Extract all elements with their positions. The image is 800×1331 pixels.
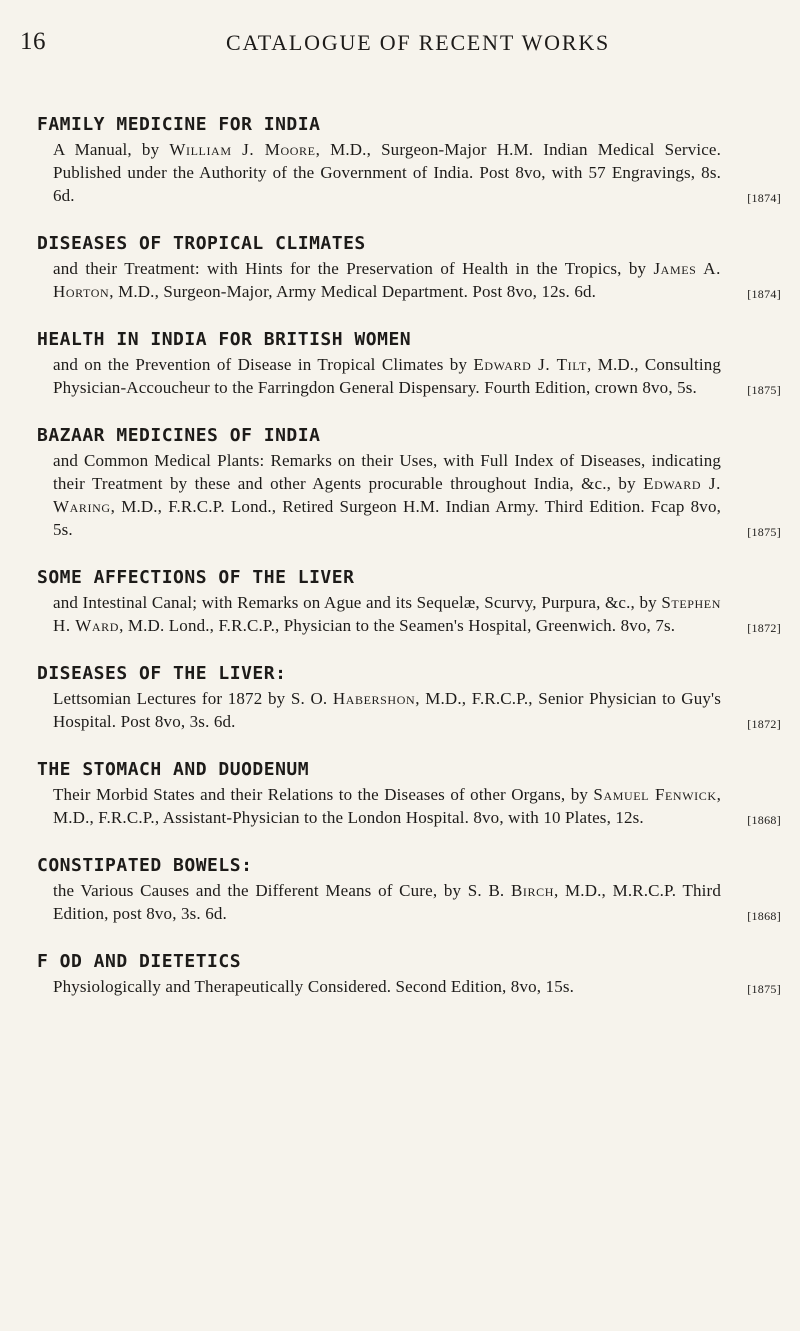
entry-description-text: and Common Medical Plants: Remarks on their Uses, with Full Index of Diseases, indicating their Treatment by these and other Agents procurable throughout India, &c., by (53, 451, 721, 493)
entry-description-text: , M.D., Consulting Physician-Accoucheur to the Farringdon General Dispensary. Fourth Edition, crown 8vo, 5s. (53, 355, 722, 397)
entry-year: [1872] (747, 621, 781, 635)
entry-title: DISEASES OF THE LIVER: (37, 663, 287, 684)
entry-description (53, 449, 785, 541)
catalogue-entry (33, 329, 785, 399)
entry-title: BAZAAR MEDICINES OF INDIA (37, 425, 321, 446)
entry-year: [1872] (747, 717, 781, 731)
catalogue-entry (33, 114, 785, 207)
entry-description (53, 879, 785, 925)
entry-description-text: , M.D. Lond., F.R.C.P., Physician to the Seamen's Hospital, Greenwich. 8vo, 7s. (119, 616, 676, 635)
entry-description (53, 138, 785, 207)
entry-description (53, 257, 785, 303)
catalogue-entry (33, 425, 785, 541)
entry-description (53, 591, 785, 637)
entry-description-text: , M.D., F.R.C.P., Assistant-Physician to the London Hospital. 8vo, with 10 Plates, 12s. (53, 785, 721, 827)
entry-author: Samuel Fenwick (593, 785, 717, 804)
entry-description-text: Lettsomian Lectures for 1872 by S. O. (53, 689, 333, 708)
entry-author: James A. Horton (53, 259, 721, 301)
entry-year: [1868] (747, 813, 781, 827)
catalogue-entry (33, 951, 785, 998)
catalogue-entry (33, 759, 785, 829)
entry-description (53, 353, 785, 399)
entry-description-text: the Various Causes and the Different Means of Cure, by S. B. (53, 881, 511, 900)
entry-description-text: , M.D., Surgeon-Major H.M. Indian Medical Service. Published under the Authority of the Government of India. Post 8vo, with 57 Engravings, 8s. 6d. (53, 140, 722, 205)
entry-description-text: A Manual, by (53, 140, 170, 159)
entry-author: Edward J. Tilt (473, 355, 587, 374)
entry-year: [1868] (747, 909, 781, 923)
page-number: 16 (20, 28, 46, 55)
entry-author: William J. Moore (169, 140, 316, 159)
entry-title: THE STOMACH AND DUODENUM (37, 759, 310, 780)
entry-year: [1874] (747, 191, 781, 205)
entry-title: HEALTH IN INDIA FOR BRITISH WOMEN (37, 329, 412, 350)
entry-description-text: Physiologically and Therapeutically Considered. Second Edition, 8vo, 15s. (53, 977, 575, 996)
catalogue-entry (33, 567, 785, 637)
entry-description (53, 783, 785, 829)
entry-author: Edward J. Waring (53, 474, 721, 516)
entry-description (53, 975, 785, 998)
entry-year: [1874] (747, 287, 781, 301)
entry-title: SOME AFFECTIONS OF THE LIVER (37, 567, 355, 588)
entry-title: DISEASES OF TROPICAL CLIMATES (37, 233, 366, 254)
entry-description-text: and on the Prevention of Disease in Tropical Climates by (53, 355, 474, 374)
entry-description-text: , M.D., F.R.C.P. Lond., Retired Surgeon H.M. Indian Army. Third Edition. Fcap 8vo, 5s. (53, 497, 721, 539)
catalogue-entries (33, 114, 785, 1024)
entry-author: Stephen H. Ward (53, 593, 721, 635)
running-title: CATALOGUE OF RECENT WORKS (226, 30, 611, 55)
catalogue-entry (33, 233, 785, 303)
entry-description (53, 687, 785, 733)
catalogue-entry (33, 663, 785, 733)
catalogue-entry (33, 855, 785, 925)
entry-description-text: and their Treatment: with Hints for the Preservation of Health in the Tropics, by (53, 259, 654, 278)
entry-title: FAMILY MEDICINE FOR INDIA (37, 114, 321, 135)
entry-description-text: Their Morbid States and their Relations to the Diseases of other Organs, by (53, 785, 594, 804)
entry-title: CONSTIPATED BOWELS: (37, 855, 253, 876)
entry-author: Habershon (332, 689, 416, 708)
entry-year: [1875] (747, 982, 781, 996)
entry-description-text: , M.D., M.R.C.P. Third Edition, post 8vo, 3s. 6d. (53, 881, 721, 923)
entry-title: F OD AND DIETETICS (37, 951, 242, 972)
entry-description-text: , M.D., F.R.C.P., Senior Physician to Guy's Hospital. Post 8vo, 3s. 6d. (53, 689, 721, 731)
entry-description-text: and Intestinal Canal; with Remarks on Ague and its Sequelæ, Scurvy, Purpura, &c., by (53, 593, 662, 612)
entry-description-text: , M.D., Surgeon-Major, Army Medical Department. Post 8vo, 12s. 6d. (109, 282, 597, 301)
entry-year: [1875] (747, 383, 781, 397)
page-header (0, 28, 800, 68)
entry-year: [1875] (747, 525, 781, 539)
entry-author: Birch (510, 881, 554, 900)
